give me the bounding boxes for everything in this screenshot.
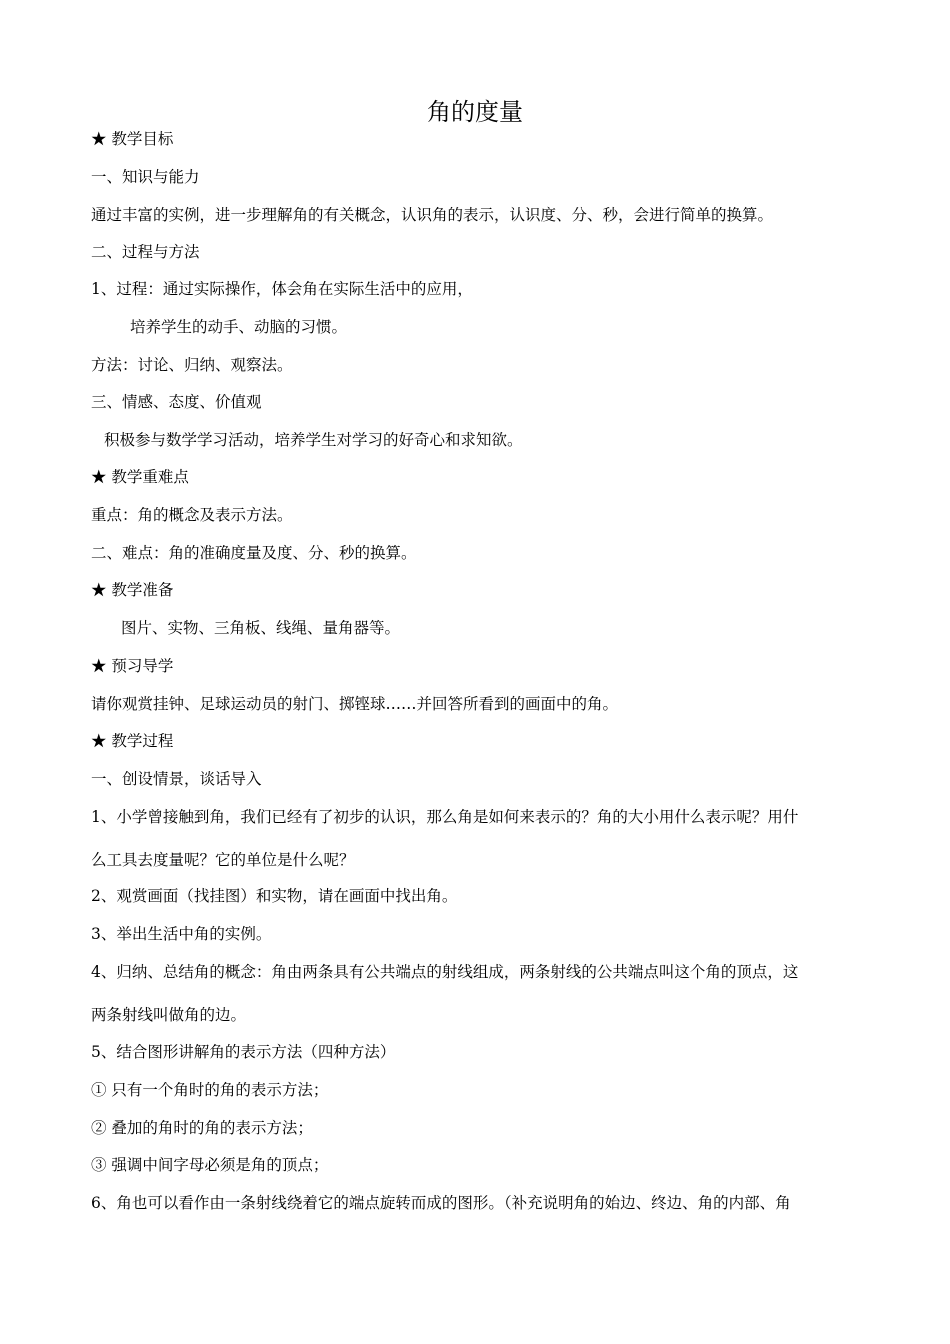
section-heading-process: ★ 教学过程 <box>91 732 174 750</box>
paragraph: 方法：讨论、归纳、观察法。 <box>91 356 293 374</box>
paragraph: 通过丰富的实例，进一步理解角的有关概念，认识角的表示，认识度、分、秒，会进行简单的换算。 <box>91 206 774 224</box>
paragraph-continuation: 两条射线叫做角的边。 <box>91 1006 247 1024</box>
paragraph: 请你观赏挂钟、足球运动员的射门、掷铿球……并回答所看到的画面中的角。 <box>91 695 619 713</box>
list-item: ③ 强调中间字母必须是角的顶点； <box>91 1156 329 1174</box>
subheading-attitude: 三、情感、态度、价值观 <box>91 393 262 411</box>
paragraph-indented: 培养学生的动手、动脑的习惯。 <box>130 318 348 336</box>
paragraph: 二、难点：角的准确度量及度、分、秒的换算。 <box>91 544 417 562</box>
subheading-process: 二、过程与方法 <box>91 243 200 261</box>
section-heading-objectives: ★ 教学目标 <box>91 130 174 148</box>
section-heading-preparation: ★ 教学准备 <box>91 581 174 599</box>
paragraph: 4、归纳、总结角的概念：角由两条具有公共端点的射线组成，两条射线的公共端点叫这个角的顶点，这 <box>91 963 799 981</box>
paragraph-indented: 积极参与数学学习活动，培养学生对学习的好奇心和求知欲。 <box>104 431 523 449</box>
section-heading-key-points: ★ 教学重难点 <box>91 468 189 486</box>
list-item: ② 叠加的角时的角的表示方法； <box>91 1119 313 1137</box>
paragraph: 1、小学曾接触到角，我们已经有了初步的认识，那么角是如何来表示的？角的大小用什么表示呢？用什 <box>91 808 799 826</box>
paragraph: 2、观赏画面（找挂图）和实物，请在画面中找出角。 <box>91 887 458 905</box>
subheading-knowledge: 一、知识与能力 <box>91 168 200 186</box>
paragraph-continuation: 么工具去度量呢？它的单位是什么呢？ <box>91 851 355 869</box>
section-heading-preview: ★ 预习导学 <box>91 657 174 675</box>
list-item: ① 只有一个角时的角的表示方法； <box>91 1081 329 1099</box>
paragraph: 重点：角的概念及表示方法。 <box>91 506 293 524</box>
paragraph-indented: 图片、实物、三角板、线绳、量角器等。 <box>121 619 401 637</box>
paragraph: 1、过程：通过实际操作，体会角在实际生活中的应用， <box>91 280 473 298</box>
subheading-intro: 一、创设情景，谈话导入 <box>91 770 262 788</box>
document-title: 角的度量 <box>427 98 523 126</box>
paragraph: 6、角也可以看作由一条射线绕着它的端点旋转而成的图形。（补充说明角的始边、终边、角的内部、角 <box>91 1194 791 1212</box>
paragraph: 5、结合图形讲解角的表示方法（四种方法） <box>91 1043 396 1061</box>
paragraph: 3、举出生活中角的实例。 <box>91 925 272 943</box>
